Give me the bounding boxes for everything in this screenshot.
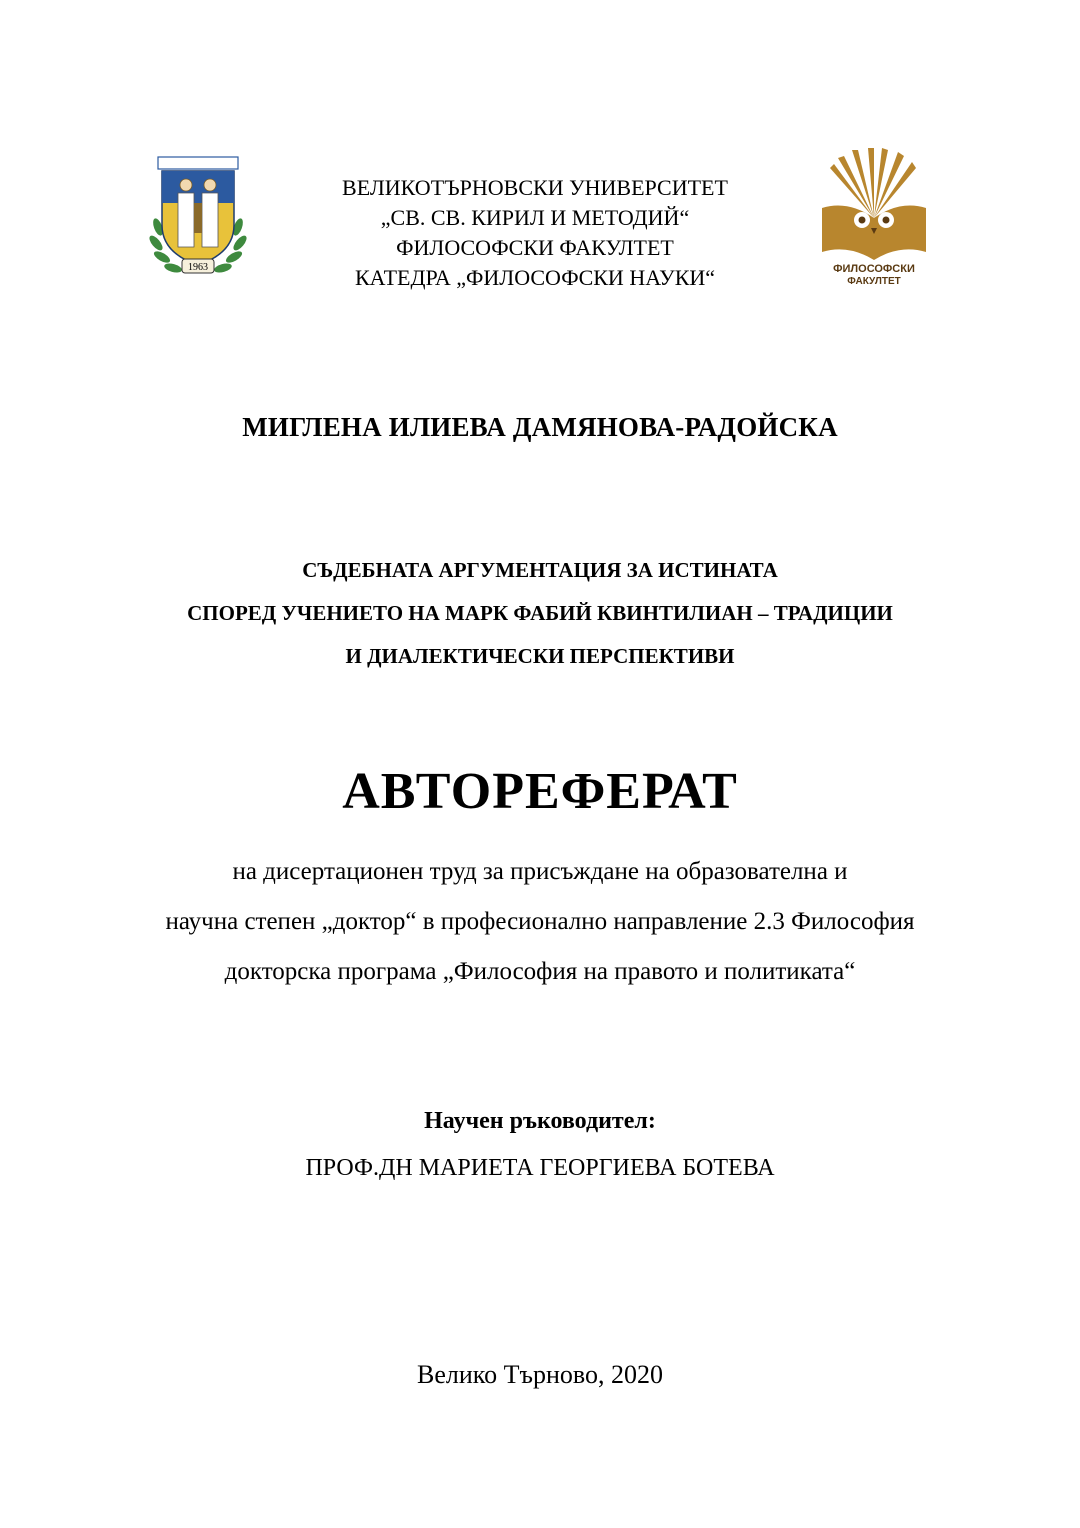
place-year: Велико Търново, 2020 [417, 1360, 663, 1389]
thesis-title-line3: И ДИАЛЕКТИЧЕСКИ ПЕРСПЕКТИВИ [345, 644, 735, 668]
description-line1: на дисертационен труд за присъждане на образователна и [232, 858, 848, 885]
header-university: ВЕЛИКОТЪРНОВСКИ УНИВЕРСИТЕТ [342, 175, 728, 200]
supervisor-label: Научен ръководител: [424, 1108, 656, 1134]
description-line3: докторска програма „Философия на правото и политиката“ [224, 958, 856, 985]
faculty-logo-text-line1: ФИЛОСОФСКИ [833, 263, 915, 275]
supervisor-name: ПРОФ.ДН МАРИЕТА ГЕОРГИЕВА БОТЕВА [305, 1155, 775, 1181]
thesis-title-line2: СПОРЕД УЧЕНИЕТО НА МАРК ФАБИЙ КВИНТИЛИАН – ТРАДИЦИИ [187, 601, 893, 625]
faculty-owl-book-icon [818, 148, 930, 288]
header-department: КАТЕДРА „ФИЛОСОФСКИ НАУКИ“ [354, 265, 716, 290]
description-line2: научна степен „доктор“ в професионално направление 2.3 Философия [165, 908, 915, 935]
header-faculty: ФИЛОСОФСКИ ФАКУЛТЕТ [396, 235, 674, 260]
faculty-logo-text-line2: ФАКУЛТЕТ [847, 276, 901, 287]
university-crest-icon [148, 155, 248, 281]
crest-band [158, 157, 238, 169]
author-name: МИГЛЕНА ИЛИЕВА ДАМЯНОВА-РАДОЙСКА [242, 412, 838, 442]
crest-year: 1963 [188, 262, 208, 273]
document-type-title: АВТОРЕФЕРАТ [342, 763, 738, 820]
header-university-name: „СВ. СВ. КИРИЛ И МЕТОДИЙ“ [380, 205, 690, 230]
thesis-title-line1: СЪДЕБНАТА АРГУМЕНТАЦИЯ ЗА ИСТИНАТА [302, 558, 778, 582]
